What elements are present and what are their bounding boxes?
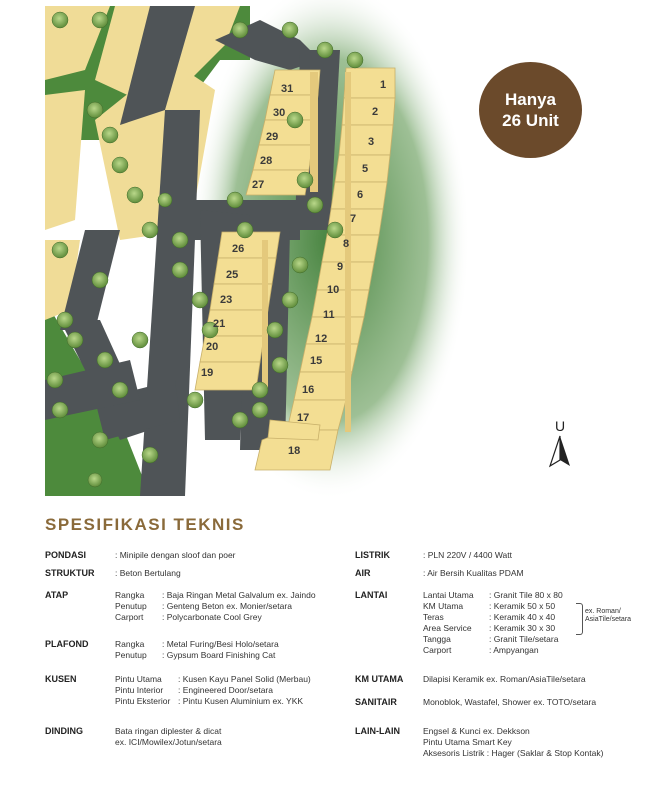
spec-value: : Granit Tile 80 x 80 [489,590,563,600]
spec-value-dinding-2: ex. ICI/Mowilex/Jotun/setara [115,737,222,747]
spec-value-dinding-1: Bata ringan diplester & dicat [115,726,222,736]
lot-label: 21 [213,318,226,330]
spec-label-pondasi: PONDASI [45,550,87,560]
spec-key: KM Utama [423,601,464,611]
lot-label: 31 [281,83,294,95]
lot-label: 10 [327,284,340,296]
unit-count-badge [479,62,582,158]
compass-arrow-icon [546,434,574,468]
lantai-note-1: ex. Roman/ [585,608,621,615]
spec-key: Lantai Utama [423,590,474,600]
spec-label-lain-lain: LAIN-LAIN [355,726,400,736]
spec-value: : Kusen Kayu Panel Solid (Merbau) [178,674,311,684]
spec-value-km-utama: Dilapisi Keramik ex. Roman/AsiaTile/setara [423,674,586,684]
spec-key: Penutup [115,601,147,611]
spec-key: Pintu Eksterior [115,696,171,706]
lot-label: 18 [288,445,301,457]
spec-value-air: : Air Bersih Kualitas PDAM [423,568,524,578]
badge-line-1: Hanya [504,90,557,109]
spec-label-air: AIR [355,568,371,578]
spec-value: : Keramik 40 x 40 [489,612,556,622]
spec-label-km-utama: KM UTAMA [355,674,404,684]
lot-label: 11 [323,309,335,321]
spec-label-lantai: LANTAI [355,590,388,600]
lot-label: 25 [226,269,239,281]
spec-value: : Gypsum Board Finishing Cat [162,650,276,660]
spec-value-struktur: : Beton Bertulang [115,568,181,578]
spec-value: : Baja Ringan Metal Galvalum ex. Jaindo [162,590,316,600]
spec-value: : Keramik 50 x 50 [489,601,556,611]
spec-value: : Granit Tile/setara [489,634,559,644]
spec-value: : Metal Furing/Besi Holo/setara [162,639,279,649]
lot-label: 6 [357,189,364,201]
lot-label: 23 [220,294,233,306]
spec-key: Carport [115,612,144,622]
lot-label: 30 [273,107,286,119]
spec-key: Pintu Utama [115,674,162,684]
lot-label: 28 [260,155,273,167]
spec-label-sanitair: SANITAIR [355,697,397,707]
spec-label-dinding: DINDING [45,726,83,736]
spec-value-sanitair: Monoblok, Wastafel, Shower ex. TOTO/setara [423,697,597,707]
lot-label: 27 [252,179,265,191]
lot-label: 3 [368,136,375,148]
spec-value-lain-1: Engsel & Kunci ex. Dekkson [423,726,530,736]
north-arrow [546,418,574,473]
lot-label: 9 [337,261,344,273]
spec-key: Rangka [115,590,145,600]
spec-value: : Engineered Door/setara [178,685,273,695]
lantai-note-2: AsiaTile/setara [585,616,632,623]
spec-value: : Pintu Kusen Aluminium ex. YKK [178,696,304,706]
lot-label: 19 [201,367,214,379]
spec-label-atap: ATAP [45,590,69,600]
lot-label: 1 [380,79,387,91]
spec-key: Rangka [115,639,145,649]
spec-key: Area Service [423,623,472,633]
spec-value-lain-3: Aksesoris Listrik : Hager (Saklar & Stop Kontak) [423,748,604,758]
spec-label-listrik: LISTRIK [355,550,390,560]
spec-value-pondasi: : Minipile dengan sloof dan poer [115,550,236,560]
spec-key: Pintu Interior [115,685,164,695]
lot-label: 8 [343,238,350,250]
lot-label: 16 [302,384,315,396]
spec-key: Penutup [115,650,147,660]
spec-label-struktur: STRUKTUR [45,568,95,578]
spec-key: Teras [423,612,444,622]
lantai-brace [576,603,583,635]
lot-label: 17 [297,412,310,424]
lot-label: 26 [232,243,245,255]
spec-value: : Genteng Beton ex. Monier/setara [162,601,292,611]
lot-label: 15 [310,355,323,367]
spec-label-plafond: PLAFOND [45,639,89,649]
spec-value: : Ampyangan [489,645,539,655]
spec-value-lain-2: Pintu Utama Smart Key [423,737,512,747]
spec-value: : Keramik 30 x 30 [489,623,556,633]
spec-key: Tangga [423,634,451,644]
lot-label: 12 [315,333,328,345]
spec-value-listrik: : PLN 220V / 4400 Watt [423,550,512,560]
lot-label: 2 [372,106,379,118]
spec-key: Carport [423,645,452,655]
lot-label: 29 [266,131,279,143]
spec-value: : Polycarbonate Cool Grey [162,612,262,622]
lot-label: 7 [350,213,357,225]
lot-label: 20 [206,341,219,353]
badge-line-2: 26 Unit [502,111,559,130]
north-label: U [554,418,566,434]
spec-title: SPESIFIKASI TEKNIS [45,515,245,534]
lot-label: 5 [362,163,369,175]
spec-label-kusen: KUSEN [45,674,77,684]
